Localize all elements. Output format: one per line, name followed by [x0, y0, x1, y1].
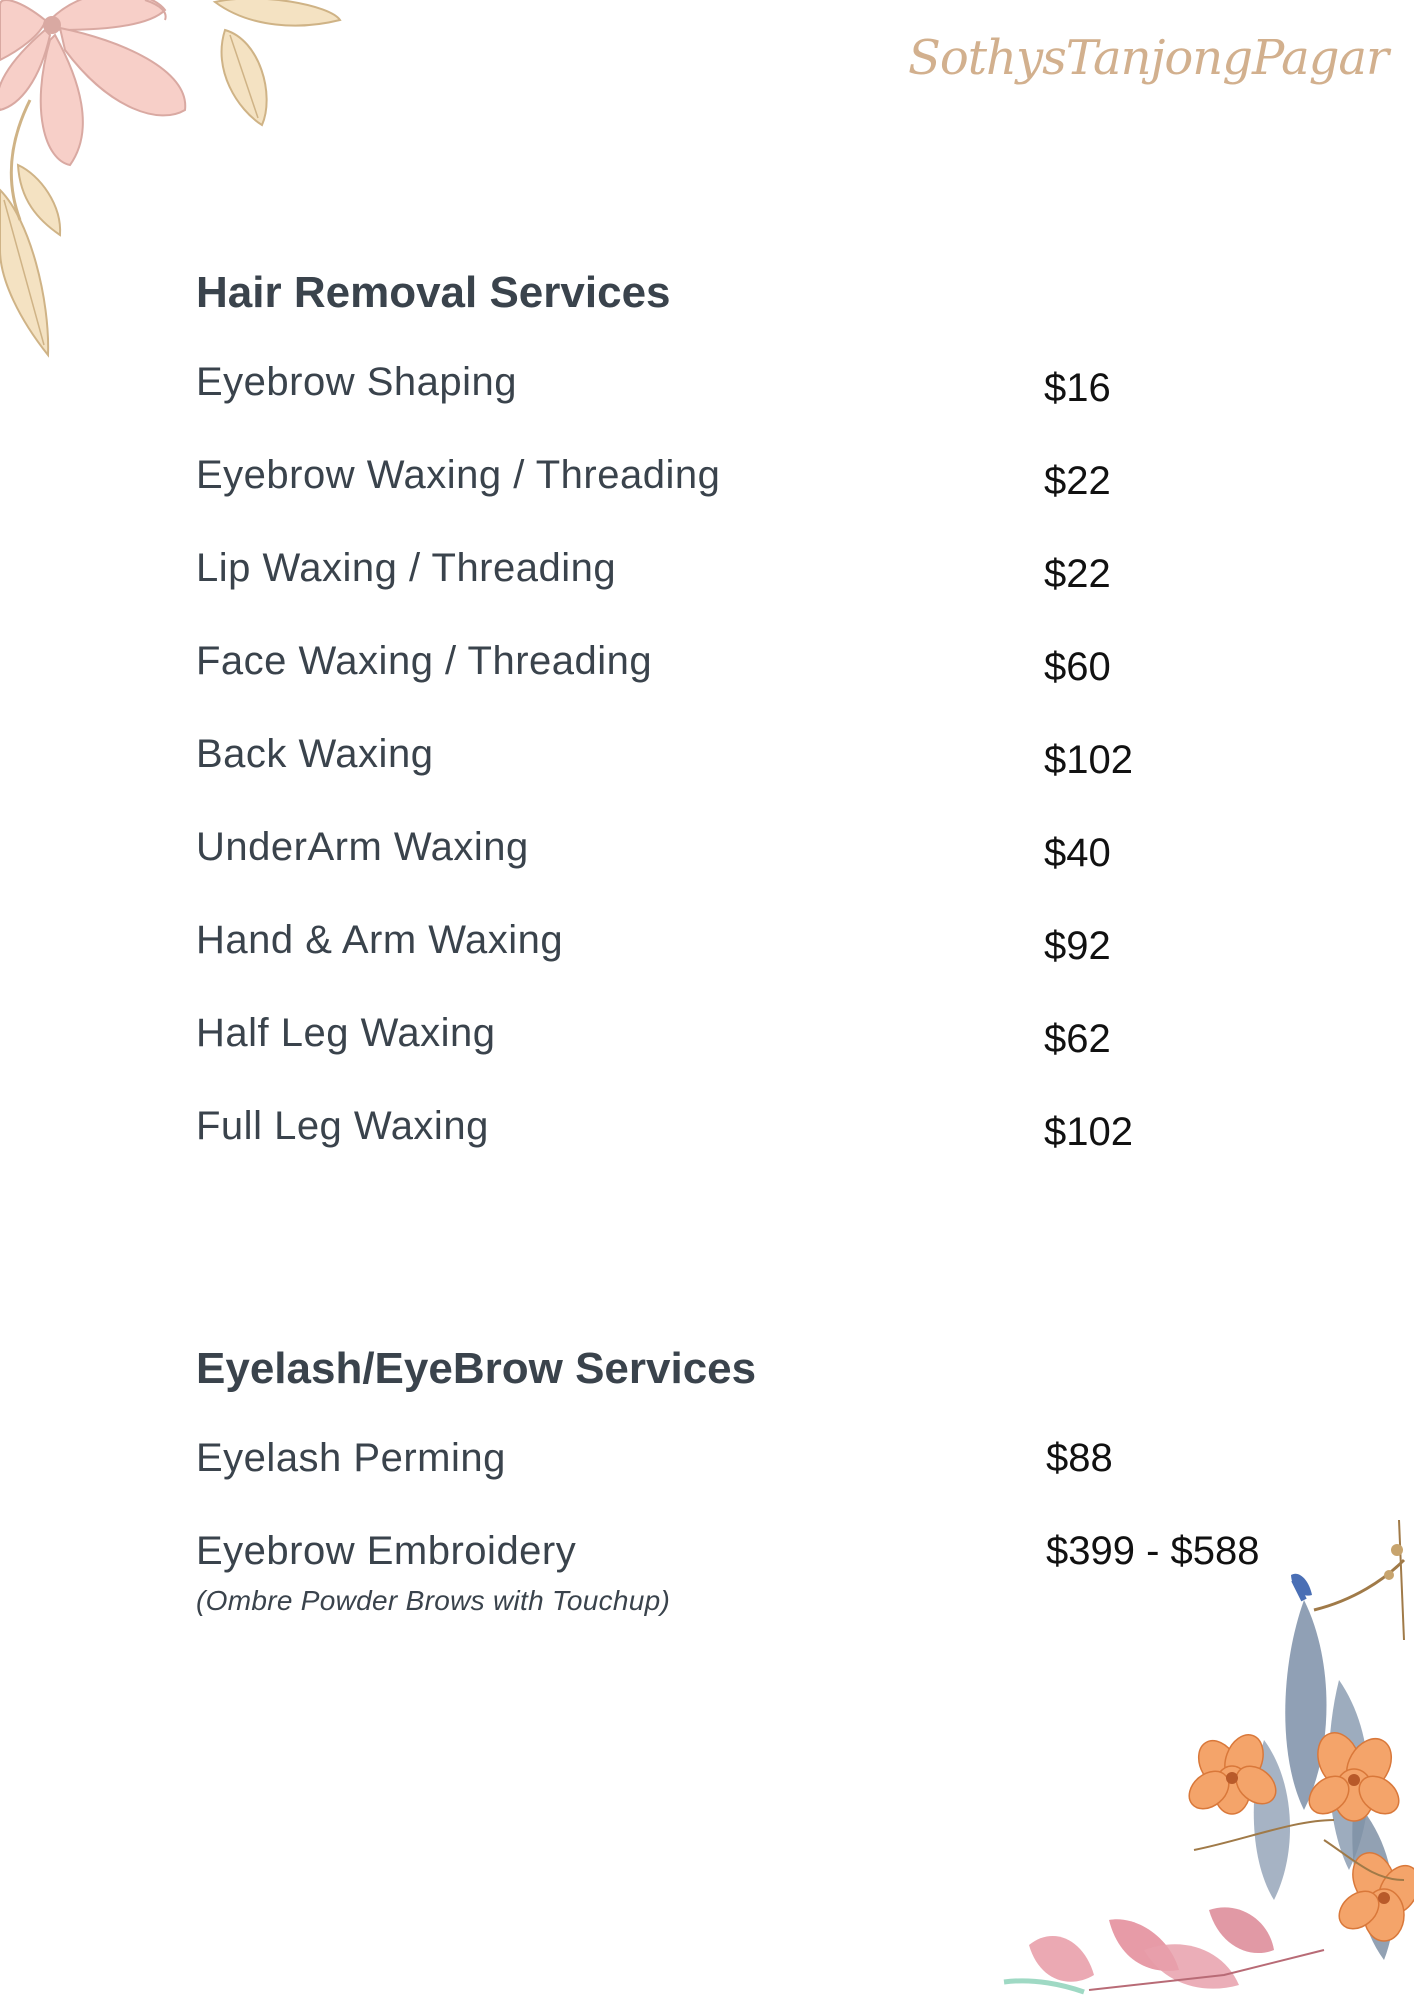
service-price: $22 — [1044, 552, 1111, 596]
service-row — [196, 1098, 1296, 1191]
service-name: Lip Waxing / Threading — [196, 546, 617, 590]
service-name: Face Waxing / Threading — [196, 639, 653, 683]
section-title: Eyelash/EyeBrow Services — [196, 1344, 757, 1393]
service-name: Back Waxing — [196, 732, 434, 776]
service-row — [196, 633, 1296, 726]
service-price: $40 — [1044, 831, 1111, 875]
service-row — [196, 819, 1296, 912]
watercolor-floral-icon — [994, 1520, 1414, 2000]
section-title: Hair Removal Services — [196, 268, 671, 317]
hair-removal-section — [196, 262, 1296, 1191]
service-price: $102 — [1044, 1110, 1133, 1154]
service-name: Eyebrow Embroidery — [196, 1529, 577, 1573]
service-price: $16 — [1044, 366, 1111, 410]
service-price: $62 — [1044, 1017, 1111, 1061]
service-name: UnderArm Waxing — [196, 825, 529, 869]
service-row — [196, 1430, 1296, 1523]
service-note: (Ombre Powder Brows with Touchup) — [196, 1585, 671, 1616]
service-row — [196, 726, 1296, 819]
service-price: $88 — [1046, 1436, 1113, 1480]
service-row — [196, 540, 1296, 633]
service-price: $60 — [1044, 645, 1111, 689]
service-name: Eyelash Perming — [196, 1436, 506, 1480]
service-price: $102 — [1044, 738, 1133, 782]
service-list — [196, 354, 1296, 1191]
service-name: Half Leg Waxing — [196, 1011, 496, 1055]
service-name: Hand & Arm Waxing — [196, 918, 564, 962]
service-row — [196, 447, 1296, 540]
service-price: $22 — [1044, 459, 1111, 503]
service-price: $92 — [1044, 924, 1111, 968]
service-row — [196, 354, 1296, 447]
service-price: $399 - $588 — [1046, 1529, 1260, 1573]
brand-logo: SothysTanjongPagar — [907, 30, 1388, 86]
service-row — [196, 912, 1296, 1005]
service-name: Full Leg Waxing — [196, 1104, 489, 1148]
service-name: Eyebrow Shaping — [196, 360, 518, 404]
service-row — [196, 1005, 1296, 1098]
service-name: Eyebrow Waxing / Threading — [196, 453, 721, 497]
